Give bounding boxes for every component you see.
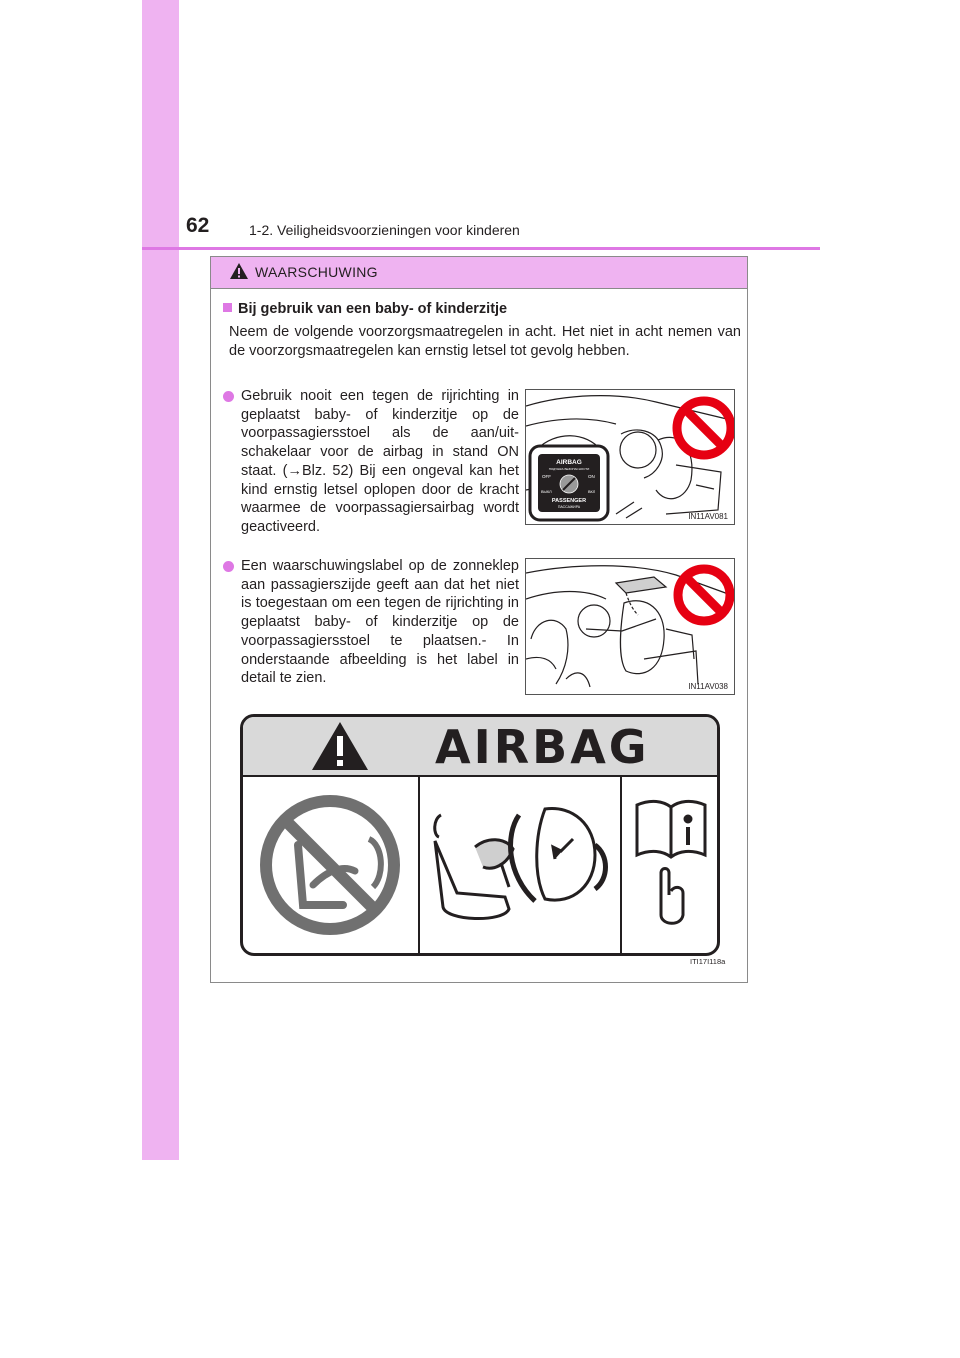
prohibition-icon [678,569,730,621]
bullet-text: Gebruik nooit een tegen de rijrichting in geplaatst baby- of kinderzitje op de voorpassagiersstoel als de aan/uit-schakelaar voor de airbag in stand ON staat. (→Blz. 52) Bij een ongeval kan het kind ernstig letsel oplopen door de kracht waarmee de voorpassagiersairbag wordt geactiveerd. [241,388,519,535]
page-number: 62 [186,214,210,237]
label-pictograms [243,775,717,955]
label-title: AIRBAG [435,720,650,774]
manual-icon [637,801,705,923]
warning-title: WAARSCHUWING [255,264,378,280]
label-header [243,717,717,777]
switch-panel-drawing [530,446,608,520]
airbag-deploy-icon [435,808,606,918]
dashboard-switch-drawing [526,390,734,524]
bullet-text: Een waarschuwingslabel op de zonneklep aan passagierszijde geeft aan dat het niet is toegestaan om een tegen de rijrichting in geplaatst baby- of kinderzitje op de voorpassagiersstoel te plaatsen.- In onderstaande afbeelding is het label in detail te zien. [241,558,519,687]
switch-on-text: ON [588,474,595,479]
switch-title: AIRBAG [556,459,582,466]
airbag-warning-label [240,714,720,956]
warning-triangle-icon [309,719,371,773]
label-illustration-code: ITI17I118a [690,957,726,966]
bullet-item [223,557,519,688]
switch-on-ru-text: ВКЛ [588,490,596,494]
no-child-seat-icon [266,801,394,929]
side-tab [142,0,179,1160]
illustration-airbag-switch [525,389,735,525]
illustration-sun-visor [525,558,735,695]
round-bullet-icon [223,561,234,572]
square-bullet-icon [223,303,232,312]
warning-triangle-icon [229,262,249,280]
warning-subheading [223,301,507,317]
warning-intro: Neem de volgende voorzorgsmaatregelen in acht. Het niet in acht nemen van de voorzorgsmaatregelen kan ernstig letsel tot gevolg hebben. [229,324,741,359]
switch-off-ru-text: ВЫКЛ [541,490,552,494]
switch-off-text: OFF [542,474,551,479]
warning-header [211,257,747,289]
switch-passenger-text: PASSENGER [551,498,587,504]
switch-passenger-ru-text: ПАССАЖИРА [557,505,581,509]
prohibition-icon [677,401,731,455]
round-bullet-icon [223,391,234,402]
subheading-text: Bij gebruik van een baby- of kinderzitje [238,301,508,317]
cabin-drawing [526,559,734,694]
section-title: 1-2. Veiligheidsvoorzieningen voor kinderen [249,222,520,238]
header-rule [142,247,820,250]
bullet-item [223,387,519,537]
illustration-code: IN11AV038 [688,682,728,691]
switch-subtitle: ПОДУШКА БЕЗОПАСНОСТИ [548,467,590,471]
illustration-code: IN11AV081 [688,512,728,521]
